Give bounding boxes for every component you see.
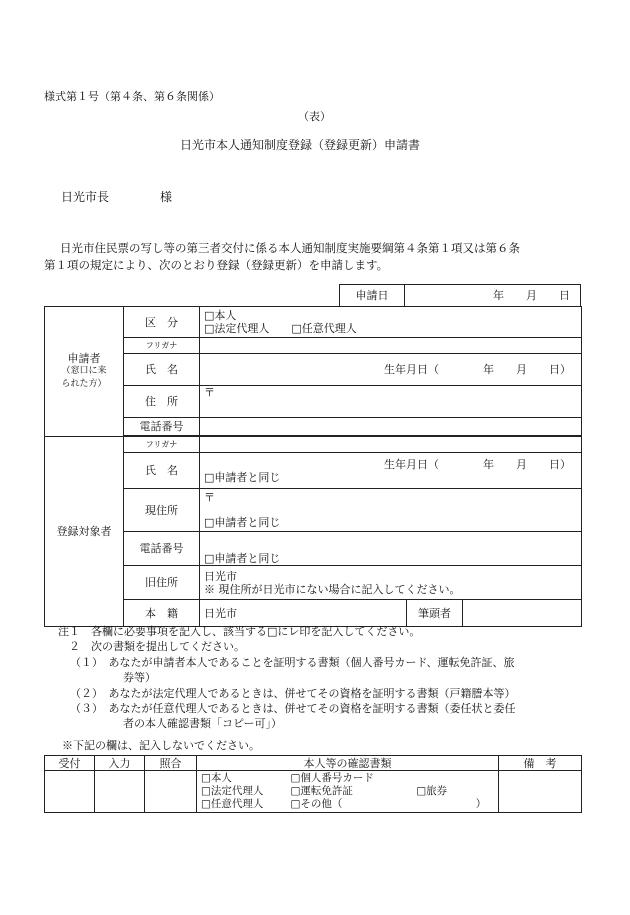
applicant-phone-field[interactable] — [200, 418, 582, 436]
doc-license-checkbox[interactable]: □運転免許証 — [290, 785, 353, 797]
applicant-type-options — [197, 771, 287, 813]
note-2-2: （２） あなたが法定代理人であるときは、併せてその資格を証明する書類（戸籍謄本等） — [70, 687, 516, 700]
doc-other-close: ） — [475, 798, 487, 810]
target-phone-same-checkbox[interactable]: □申請者と同じ — [204, 552, 281, 565]
applicant-birth-label: 生年月日（ 年 月 日） — [384, 363, 572, 376]
note-2-1-cont: 券等） — [123, 671, 156, 684]
applicant-section-label: 申請者 （窓口に来 られた方） — [45, 307, 124, 437]
type-voluntary-agent-checkbox[interactable]: □任意代理人 — [201, 798, 264, 810]
type-self-checkbox[interactable]: □本人 — [201, 772, 232, 784]
target-name-field[interactable] — [200, 453, 582, 489]
kubun-self-checkbox[interactable]: □本人 — [204, 309, 237, 322]
note-2-1: （１） あなたが申請者本人であることを証明する書類（個人番号カード、運転免許証、旅 — [70, 656, 515, 669]
application-table — [44, 306, 582, 627]
id-document-options — [287, 771, 499, 813]
date-label: 申請日 — [340, 285, 405, 307]
old-address-field[interactable] — [200, 566, 582, 600]
receipt-header: 受付 — [45, 756, 95, 771]
doc-other-checkbox[interactable]: □その他（ — [290, 798, 343, 810]
document-title: 日光市本人通知制度登録（登録更新）申請書 — [180, 138, 421, 152]
intro-line-1: 日光市住民票の写し等の第三者交付に係る本人通知制度実施要綱第４条第１項又は第６条 — [60, 241, 520, 255]
kubun-agent-checkboxes[interactable]: □法定代理人 □任意代理人 — [204, 322, 357, 335]
note-2-3: （３） あなたが任意代理人であるときは、併せてその資格を証明する書類（委任状と委任 — [70, 702, 516, 715]
target-furigana-field[interactable] — [200, 437, 582, 453]
addressee-honorific: 様 — [160, 190, 173, 204]
postal-mark: 〒 — [204, 386, 215, 399]
check-cell[interactable] — [145, 771, 197, 813]
applicant-furigana-label: フリガナ — [124, 338, 200, 354]
date-table — [339, 284, 581, 307]
doc-mynumber-checkbox[interactable]: □個人番号カード — [290, 772, 374, 784]
target-section-label: 登録対象者 — [45, 437, 124, 627]
note-1: 注１ 各欄に必要事項を記入し、該当する□にレ印を記入してください。 — [58, 625, 421, 638]
target-furigana-label: フリガナ — [124, 437, 200, 453]
receipt-cell[interactable] — [45, 771, 95, 813]
honseki-field[interactable] — [200, 600, 407, 627]
office-use-table — [44, 755, 582, 813]
target-address-label: 現住所 — [124, 489, 200, 532]
target-phone-field[interactable] — [200, 532, 582, 566]
target-name-label: 氏 名 — [124, 453, 200, 489]
addressee: 日光市長 — [61, 190, 110, 204]
target-postal-mark: 〒 — [204, 491, 215, 504]
input-cell[interactable] — [95, 771, 145, 813]
target-address-same-checkbox[interactable]: □申請者と同じ — [204, 516, 281, 529]
input-header: 入力 — [95, 756, 145, 771]
applicant-phone-label: 電話番号 — [124, 418, 200, 436]
date-field[interactable]: 年 月 日 — [405, 285, 581, 307]
target-name-same-checkbox[interactable]: □申請者と同じ — [204, 470, 281, 484]
office-use-note: ※下記の欄は、記入しないでください。 — [62, 739, 260, 752]
applicant-name-label: 氏 名 — [124, 354, 200, 386]
honseki-label: 本 籍 — [124, 600, 200, 627]
target-address-field[interactable] — [200, 489, 582, 532]
applicant-address-label: 住 所 — [124, 386, 200, 418]
docs-header: 本人等の確認書類 — [197, 756, 499, 771]
honseki-value: 日光市 — [204, 606, 237, 620]
applicant-address-field[interactable] — [200, 386, 582, 418]
old-address-label: 旧住所 — [124, 566, 200, 600]
applicant-name-field[interactable] — [200, 354, 582, 386]
doc-passport-checkbox[interactable]: □旅券 — [416, 785, 448, 797]
head-of-household-label: 筆頭者 — [407, 600, 463, 627]
old-address-note: ※ 現住所が日光市にない場合に記入してください。 — [204, 582, 461, 596]
note-2: ２ 次の書類を提出してください。 — [58, 640, 245, 653]
check-header: 照合 — [145, 756, 197, 771]
target-birth-label: 生年月日（ 年 月 日） — [384, 457, 572, 471]
remarks-cell[interactable] — [499, 771, 582, 813]
old-address-city: 日光市 — [204, 569, 237, 583]
side-label: （表） — [298, 110, 331, 123]
kubun-options[interactable] — [200, 307, 582, 338]
head-of-household-field[interactable] — [463, 600, 582, 627]
intro-line-2: 第１項の規定により、次のとおり登録（登録更新）を申請します。 — [44, 258, 389, 272]
kubun-label: 区 分 — [124, 307, 200, 338]
type-legal-agent-checkbox[interactable]: □法定代理人 — [201, 785, 264, 797]
applicant-furigana-field[interactable] — [200, 338, 582, 354]
remarks-header: 備 考 — [499, 756, 582, 771]
form-number: 様式第１号（第４条、第６条関係） — [44, 90, 220, 103]
note-2-3-cont: 者の本人確認書類「コピー可」） — [123, 717, 283, 730]
target-phone-label: 電話番号 — [124, 532, 200, 566]
